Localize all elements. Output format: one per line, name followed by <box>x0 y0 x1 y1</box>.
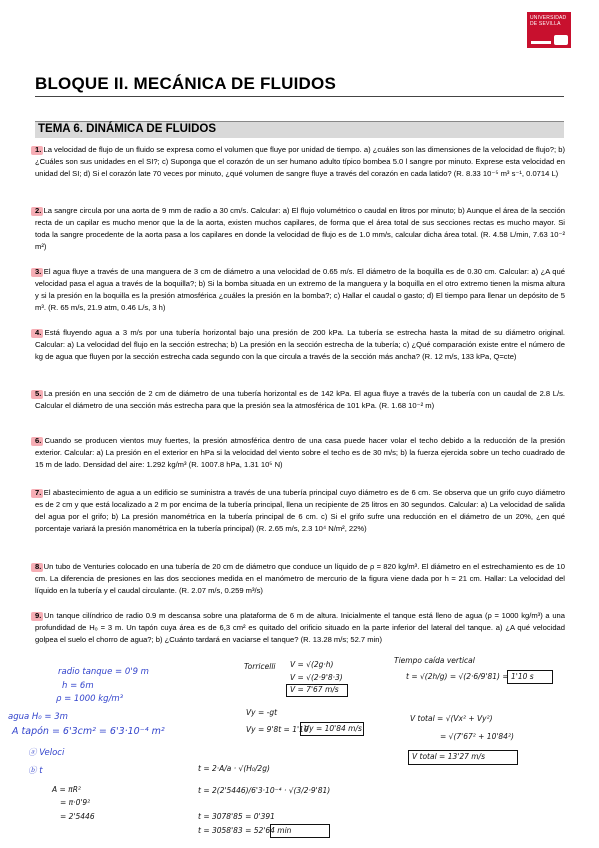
topic-bar <box>35 121 564 138</box>
question-5 <box>35 388 565 412</box>
university-logo <box>527 12 571 48</box>
question-4 <box>35 327 565 363</box>
question-number: 6. <box>35 436 42 445</box>
note-line: Torricelli <box>244 662 276 671</box>
note-line: V = √(2·9'8·3) <box>290 673 343 682</box>
question-3 <box>35 266 565 314</box>
question-answer: (R. 8.33 10⁻⁵ m³ s⁻¹, 0.0714 L) <box>453 169 559 178</box>
question-number: 2. <box>35 206 42 215</box>
note-line: V total = 13'27 m/s <box>412 752 485 761</box>
question-number: 4. <box>35 328 42 337</box>
question-answer: (R. 13.28 m/s; 52.7 min) <box>300 635 383 644</box>
logo-text: UNIVERSIDAD DE SEVILLA <box>530 15 567 27</box>
question-answer: (R. 1007.8 hPa, 1.31 10⁵ N) <box>188 460 283 469</box>
question-answer: (R. 12 m/s, 133 kPa, Q=cte) <box>422 352 517 361</box>
question-text: Un tubo de Venturies colocado en una tubería de 20 cm de diámetro que conduce un líquido de ρ = 820 kg/m³. El diámetro en el estrechamiento es de 10 cm. La diferencia de presiones en las dos secciones medida en el manómetro de mercurio de la figura viene dada por h = 21 cm. Hallar: La velocidad del líquido en la tubería y el caudal circulante. <box>35 562 565 595</box>
note-line: radio tanque = 0'9 m <box>58 667 149 677</box>
note-line: Vy = 10'84 m/s <box>304 724 362 733</box>
note-line: V total = √(Vx² + Vy²) <box>410 714 493 723</box>
note-line: h = 6m <box>62 681 94 691</box>
block-title: BLOQUE II. MECÁNICA DE FLUIDOS <box>35 74 336 93</box>
note-line: t = 2·A/a · √(H₀/2g) <box>198 764 270 773</box>
note-line: Vy = -gt <box>246 708 278 717</box>
question-8 <box>35 561 565 597</box>
question-number: 3. <box>35 267 42 276</box>
logo-mark <box>554 35 568 45</box>
note-line: ⓑ t <box>28 766 43 776</box>
question-text: La presión en una sección de 2 cm de diámetro de una tubería horizontal es de 142 kPa. El agua fluye a través de la tubería con un caudal de 2.8 L/s. Calcular el diámetro de una sección más estrecha para que la presión sea la atmosférica de 101 kPa. <box>35 389 565 410</box>
note-line: = 2'5446 <box>60 812 95 821</box>
note-line: t = 3058'83 = 52'64 min <box>198 826 292 835</box>
note-line: Vy = 9'8t = 1'10 <box>246 725 309 734</box>
question-9 <box>35 610 565 646</box>
question-answer: (R. 2.07 m/s, 0.259 m³/s) <box>178 586 263 595</box>
question-number: 1. <box>35 145 42 154</box>
question-text: El agua fluye a través de una manguera de 3 cm de diámetro a una velocidad de 0.65 m/s. El diámetro de la boquilla es de 0.30 cm. Calcular: a) ¿A qué velocidad pasa el agua a través de la boquilla?; b) Si la bomba situada en un extremo de la manguera y la boquilla en el otro extremo tienen la misma altura y si la presión en la boquilla es la presión atmosférica ¿cuáles la presión en la bomba?; c) Hallar el caudal o gasto; d) El tiempo para llenar un depósito de 5 m³. <box>35 267 565 312</box>
note-line: = π·0'9² <box>60 798 91 807</box>
question-answer: (R. 65 m/s, 21.9 atm, 0.46 L/s, 3 h) <box>48 303 166 312</box>
title-rule <box>35 96 564 97</box>
question-6 <box>35 435 565 471</box>
question-1 <box>35 144 565 180</box>
logo-bar <box>531 41 551 44</box>
question-number: 9. <box>35 611 42 620</box>
question-2 <box>35 205 565 253</box>
question-text: Cuando se producen vientos muy fuertes, la presión atmosférica dentro de una casa puede hacer volar el techo debido a la reducción de la presión exterior. Calcular: a) La presión en el exterior en hPa si la velocidad del viento sobre el techo es de 30 m/s; b) la fuerza ejercida sobre un techo cuadrado de 15 m de lado. Densidad del aire: 1.292 kg/m³ <box>35 436 565 469</box>
question-text: La velocidad de flujo de un fluido se expresa como el volumen que fluye por unidad de tiempo. a) ¿cuáles son las dimensiones de la velocidad de flujo?; b) ¿Cuáles son sus unidades en el SI?; c) Suponga que el corazón de un ser humano adulto típico bombea 5.0 l sangre por minuto. Exprese esta velocidad en unidad del SI; d) Si el corazón late 70 veces por minuto, ¿qué volumen de sangre fluye a través del corazón en cada latido? <box>35 145 565 178</box>
question-text: Un tanque cilíndrico de radio 0.9 m descansa sobre una plataforma de 6 m de altura. Inicialmente el tanque está lleno de agua (ρ = 1000 kg/m³) a una profundidad de H₀ = 3 m. Un tapón cuya área es de 6,3 cm² es quitado del orificio situado en la parte inferior del lateral del tanque. a) ¿A qué velocidad golpea el suelo el chorro de agua?; b) ¿Cuánto tardará en vaciarse el tanque? <box>35 611 565 644</box>
question-text: El abastecimiento de agua a un edificio se suministra a través de una tubería principal cuyo diámetro es de 6 cm. Se observa que un grifo cuyo diámetro es de 2 cm y que está localizado a 2 m por encima de la tubería principal, llena un recipiente de 25 litros en 30 segundos. Calcular: a) La velocidad de salida del agua por el grifo; b) La presión manométrica en la tubería principal de 6 cm. c) Si el grifo sufre una reducción en el diámetro de un 20%, ¿en qué porcentaje variará la presión manométrica en la tubería principal) <box>35 488 565 533</box>
question-answer: (R. 1.68 10⁻² m) <box>379 401 435 410</box>
question-answer: (R. 4.58 L/min, 7.63 10⁻² m²) <box>35 230 565 251</box>
note-line: t = 3078'85 = 0'391 <box>198 812 275 821</box>
note-line: A tapón = 6'3cm² = 6'3·10⁻⁴ m² <box>12 726 165 737</box>
note-line: ⓐ Veloci <box>28 748 65 758</box>
note-line: V = √(2g·h) <box>290 660 334 669</box>
question-number: 5. <box>35 389 42 398</box>
question-text: Está fluyendo agua a 3 m/s por una tubería horizontal bajo una presión de 200 kPa. La tubería se estrecha hasta la mitad de su diámetro original. Calcular: a) La velocidad del flujo en la sección estrecha; b) La presión en la sección estrecha de la tubería; c) ¿Qué comparación existe entre el número de kg de agua que fluyen por la sección estrecha cada segundo con la que circula a través de la sección más ancha? <box>35 328 565 361</box>
question-answer: (R. 2.65 m/s, 2.3 10⁴ N/m², 22%) <box>256 524 367 533</box>
note-line: ρ = 1000 kg/m³ <box>56 694 124 704</box>
note-line: A = πR² <box>52 785 81 794</box>
question-number: 8. <box>35 562 42 571</box>
note-line: agua H₀ = 3m <box>8 712 68 722</box>
note-line: t = 2(2'5446)/6'3·10⁻⁴ · √(3/2·9'81) <box>198 786 331 795</box>
question-7 <box>35 487 565 535</box>
question-text: La sangre circula por una aorta de 9 mm de radio a 30 cm/s. Calcular: a) El flujo volumétrico o caudal en litros por minuto; b) Aunque el área de la sección recta de un capilar es mucho menor que la de la aorta, existen muchos capilares, de forma que el área total de sus secciones rectas es mucho mayor. Si toda la sangre procedente de la aorta pasa a los capilares en donde la velocidad de flujo es de 1.0 mm/s, calcular dicha área total. <box>35 206 565 239</box>
topic-title: TEMA 6. DINÁMICA DE FLUIDOS <box>38 123 217 135</box>
note-line: V = 7'67 m/s <box>290 685 339 694</box>
note-line: t = √(2h/g) = √(2·6/9'81) = 1'10 s <box>406 672 534 681</box>
note-line: Tiempo caída vertical <box>394 656 475 665</box>
question-number: 7. <box>35 488 42 497</box>
note-line: = √(7'67² + 10'84²) <box>440 732 514 741</box>
